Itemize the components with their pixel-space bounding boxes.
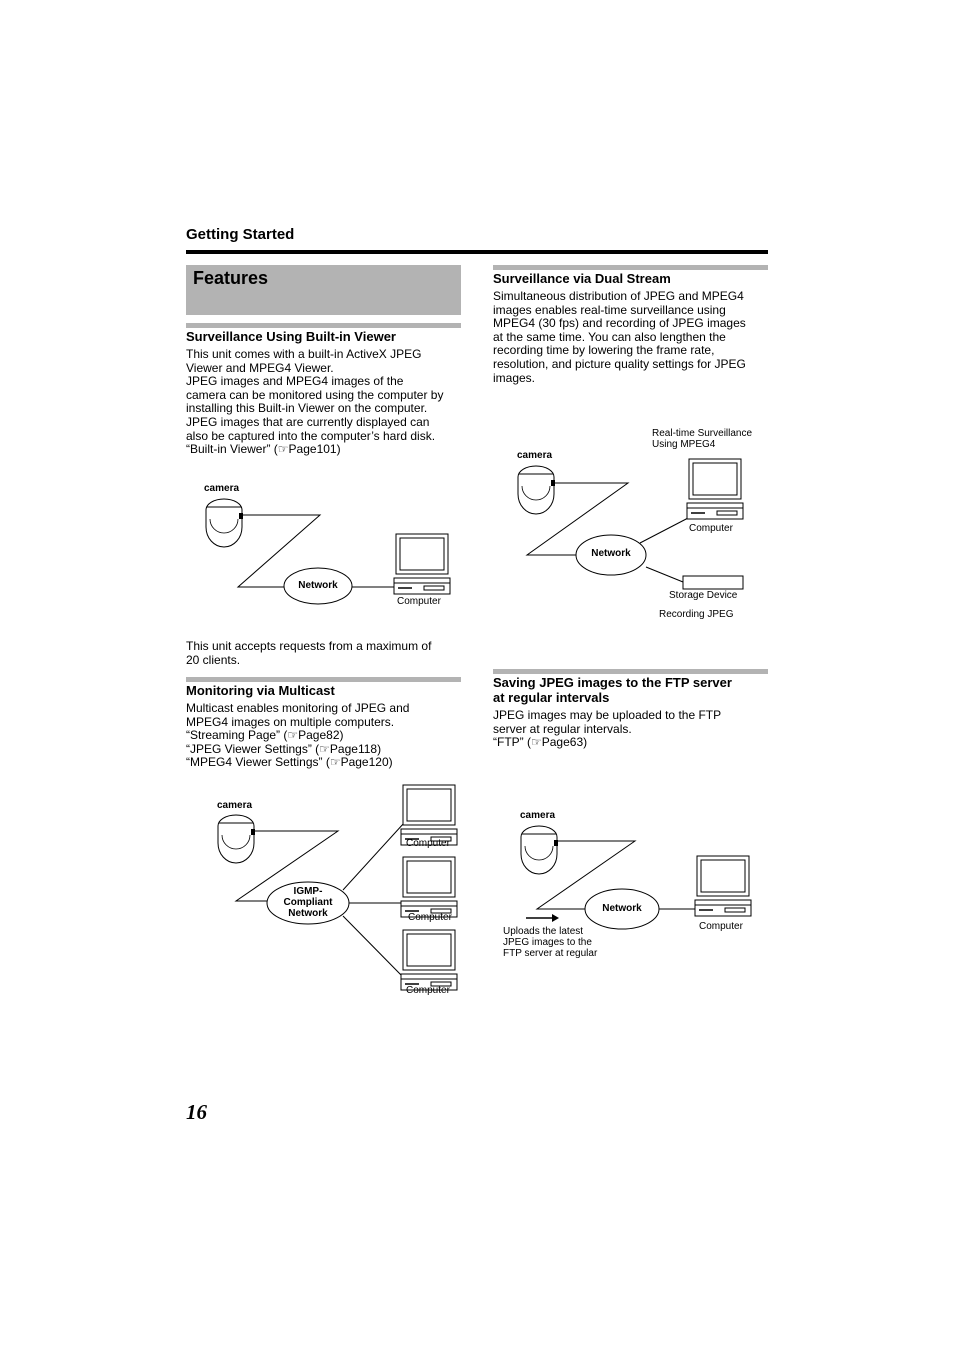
text-line: MPEG4 images on multiple computers. [186, 714, 395, 729]
text-line: resolution, and picture quality settings for JPEG [493, 356, 746, 371]
network-label: Network [591, 548, 631, 559]
igmp-network-label [267, 886, 349, 919]
camera-label: camera [517, 450, 553, 461]
label-line: FTP server at regular [503, 948, 598, 959]
text-line: JPEG images may be uploaded to the FTP [493, 708, 722, 722]
text-line: This unit accepts requests from a maximum of [186, 639, 432, 653]
upload-description [503, 926, 597, 959]
page-reference: “Built-in Viewer” (☞Page101) [186, 442, 341, 457]
heading-line: at regular intervals [493, 690, 610, 705]
text-line: JPEG images and MPEG4 images of the [186, 374, 404, 389]
computer-icon [401, 785, 457, 845]
camera-label: camera [204, 483, 240, 494]
label-line: Using MPEG4 [652, 439, 716, 450]
recording-jpeg-label: Recording JPEG [659, 609, 734, 620]
text-line: MPEG4 (30 fps) and recording of JPEG images [493, 316, 746, 331]
section-title: Getting Started [186, 226, 295, 243]
network-label: Network [602, 903, 642, 914]
text-line: installing this Built-in Viewer on the computer. [186, 401, 428, 416]
computer-icon [695, 856, 751, 916]
label-line: Uploads the latest [503, 926, 584, 937]
text-line: Simultaneous distribution of JPEG and MPEG4 [493, 289, 744, 303]
page-reference: “JPEG Viewer Settings” (☞Page118) [186, 741, 382, 756]
computer-label: Computer [406, 985, 450, 996]
computer-icon [401, 930, 457, 990]
computer-label: Computer [408, 912, 452, 923]
computer-icon [394, 534, 450, 594]
page-reference: “FTP” (☞Page63) [493, 735, 588, 750]
computer-label: Computer [397, 596, 441, 607]
camera-label: camera [520, 810, 556, 821]
camera-icon [521, 826, 558, 874]
text-line: Multicast enables monitoring of JPEG and [186, 701, 410, 715]
text-line: This unit comes with a built-in ActiveX JPEG [186, 347, 422, 361]
page-reference: “MPEG4 Viewer Settings” (☞Page120) [186, 755, 393, 770]
camera-icon [218, 815, 255, 863]
computer-label: Computer [689, 523, 733, 534]
camera-icon [518, 466, 555, 514]
page-title: Features [193, 268, 269, 288]
text-line: JPEG images that are currently displayed can [186, 414, 430, 429]
heading-multicast: Monitoring via Multicast [186, 683, 335, 698]
heading-line: Saving JPEG images to the FTP server [493, 675, 732, 690]
realtime-surveillance-label [652, 428, 752, 450]
camera-label: camera [217, 800, 253, 811]
arrow-right-icon [552, 914, 559, 922]
storage-device-label: Storage Device [669, 590, 738, 601]
text-line: 20 clients. [186, 652, 241, 667]
label-line: IGMP- [293, 886, 323, 897]
text-line: at the same time. You can also lengthen the [493, 329, 726, 344]
computer-icon [401, 857, 457, 917]
label-line: Network [288, 908, 328, 919]
computer-icon [687, 459, 743, 519]
storage-device-icon [683, 576, 743, 589]
network-label: Network [298, 580, 338, 591]
text-line: recording time by lowering the frame rate, [493, 343, 715, 358]
text-line: camera can be monitored using the computer by [186, 387, 444, 402]
label-line: JPEG images to the [503, 937, 592, 948]
camera-icon [206, 499, 243, 547]
page-number: 16 [186, 1100, 207, 1124]
heading-dual-stream: Surveillance via Dual Stream [493, 271, 671, 286]
page-reference: “Streaming Page” (☞Page82) [186, 728, 344, 743]
heading-builtin-viewer: Surveillance Using Built-in Viewer [186, 329, 396, 344]
text-line: images enables real-time surveillance using [493, 302, 726, 317]
label-line: Real-time Surveillance [652, 428, 753, 439]
label-line: Compliant [283, 897, 333, 908]
text-line: server at regular intervals. [493, 721, 632, 736]
computer-label: Computer [406, 838, 450, 849]
text-line: Viewer and MPEG4 Viewer. [186, 360, 334, 375]
computer-label: Computer [699, 921, 743, 932]
text-line: also be captured into the computer’s hard disk. [186, 428, 436, 443]
text-line: images. [493, 370, 536, 385]
